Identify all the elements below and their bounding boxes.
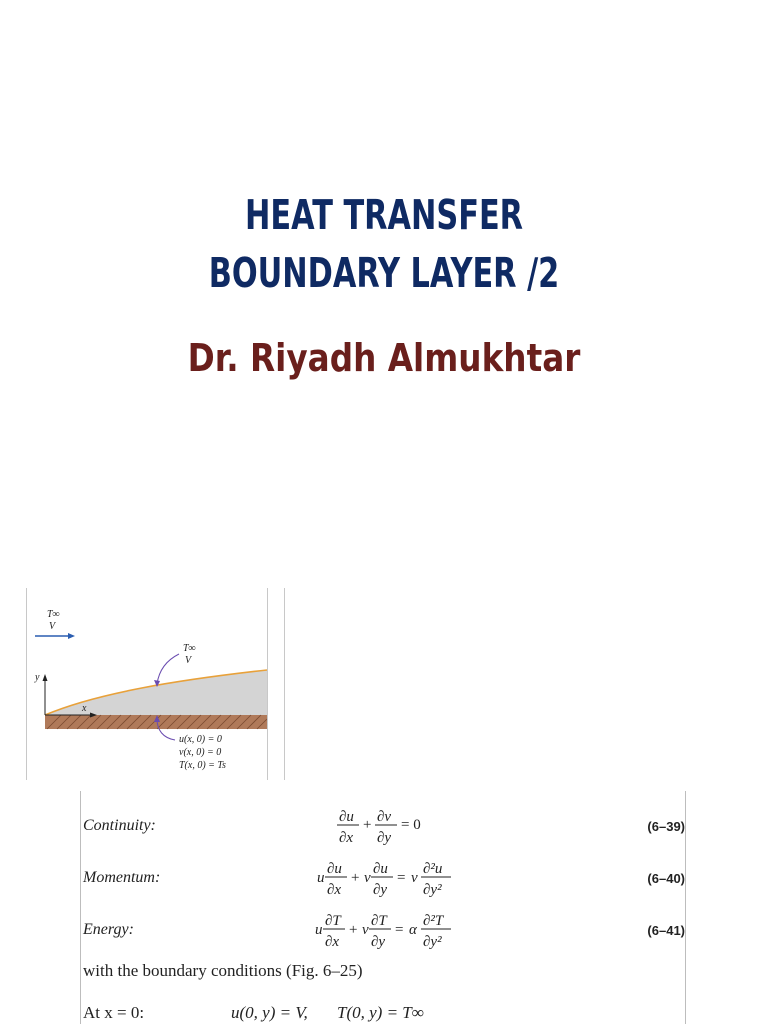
momentum-number: (6–40) (647, 871, 685, 886)
boundary-u: u(0, y) = V, (231, 1003, 308, 1022)
equations-panel (80, 791, 686, 1024)
y-axis-arrow (43, 674, 48, 681)
svg-text:∂x: ∂x (325, 934, 340, 950)
svg-text:∂y: ∂y (373, 882, 388, 898)
svg-text:+: + (363, 817, 372, 833)
boundary-layer-diagram (27, 588, 267, 780)
svg-text:ν: ν (411, 870, 418, 886)
continuity-number: (6–39) (647, 819, 685, 834)
svg-text:∂y: ∂y (371, 934, 386, 950)
momentum-label: Momentum: (83, 869, 161, 886)
author-name: Dr. Riyadh Almukhtar (187, 336, 581, 380)
boundary-layer-region (45, 670, 267, 715)
svg-text:∂x: ∂x (339, 830, 354, 846)
energy-label: Energy: (83, 921, 134, 938)
edge-velocity-label: V (185, 655, 192, 666)
svg-text:v: v (362, 922, 369, 938)
svg-text:= 0: = 0 (401, 817, 421, 833)
momentum-equation (281, 857, 481, 905)
boundary-layer-figure (26, 588, 268, 780)
momentum-equation-row (81, 857, 685, 901)
y-axis-label: y (35, 672, 40, 683)
wall-bc-v: v(x, 0) = 0 (179, 747, 222, 758)
title-block (0, 186, 768, 302)
svg-text:+: + (349, 922, 358, 938)
boundary-condition-row (81, 1003, 685, 1027)
svg-text:∂u: ∂u (339, 809, 354, 825)
svg-text:v: v (364, 870, 371, 886)
svg-text:u: u (317, 870, 325, 886)
svg-text:∂x: ∂x (327, 882, 342, 898)
boundary-conditions-intro: with the boundary conditions (Fig. 6–25) (83, 961, 363, 980)
svg-text:∂²T: ∂²T (423, 913, 444, 929)
svg-text:∂u: ∂u (373, 861, 388, 877)
boundary-at-x0: At x = 0: (83, 1003, 145, 1022)
energy-equation (281, 909, 481, 957)
svg-text:+: + (351, 870, 360, 886)
svg-text:∂v: ∂v (377, 809, 392, 825)
energy-equation-row (81, 909, 685, 953)
inflow-temperature-label: T∞ (47, 609, 60, 620)
svg-text:∂T: ∂T (325, 913, 341, 929)
x-axis-label: x (82, 703, 87, 714)
svg-text:∂u: ∂u (327, 861, 342, 877)
edge-temperature-label: T∞ (183, 643, 196, 654)
title-line-1: HEAT TRANSFER (244, 191, 524, 239)
continuity-equation-row (81, 805, 685, 849)
svg-text:=: = (395, 922, 404, 938)
boundary-T: T(0, y) = T∞ (337, 1003, 424, 1022)
svg-text:∂y²: ∂y² (423, 934, 442, 950)
title-line-2: BOUNDARY LAYER /2 (208, 249, 560, 297)
svg-text:∂y²: ∂y² (423, 882, 442, 898)
svg-text:=: = (397, 870, 406, 886)
svg-text:α: α (409, 922, 417, 938)
edge-leader (157, 654, 179, 684)
continuity-equation (281, 805, 461, 849)
continuity-label: Continuity: (83, 817, 156, 834)
svg-text:∂T: ∂T (371, 913, 387, 929)
svg-text:∂y: ∂y (377, 830, 392, 846)
figure-divider (284, 588, 285, 780)
inflow-arrowhead (68, 633, 75, 639)
inflow-velocity-label: V (49, 621, 56, 632)
svg-text:∂²u: ∂²u (423, 861, 443, 877)
energy-number: (6–41) (647, 923, 685, 938)
svg-text:u: u (315, 922, 323, 938)
wall-bc-T: T(x, 0) = Ts (179, 760, 226, 771)
wall-bc-u: u(x, 0) = 0 (179, 734, 222, 745)
